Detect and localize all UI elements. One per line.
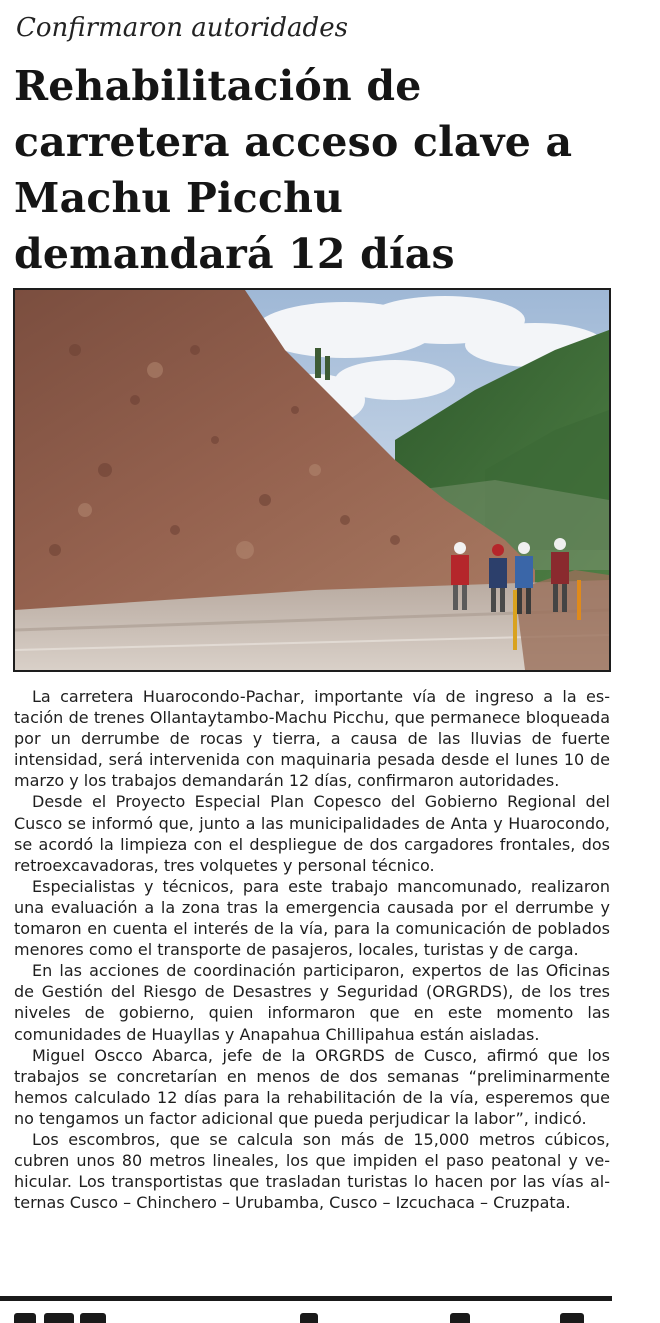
article-body xyxy=(14,686,610,1213)
article-paragraph: Los escombros, que se calcula son más de 15,000 metros cúbicos, cubren unos 80 metros lineales, los que impiden el paso peatonal y vehicular. Los transportistas que trasladan turistas lo hacen por las vías alternas Cusco – Chinchero – Urubamba, Cusco – Izcuchaca – Cruzpata. xyxy=(14,1129,610,1213)
headline-line: Machu Picchu xyxy=(14,174,344,222)
article-paragraph: Miguel Oscco Abarca, jefe de la ORGRDS de Cusco, afirmó que los trabajos se concretarían en menos de dos semanas “preliminarmente hemos calculado 12 días para la rehabilitación de la vía, esperemos que no tengamos un factor adicional que pueda perjudicar la labor”, indicó. xyxy=(14,1045,610,1128)
article-kicker: Confirmaron autoridades xyxy=(16,13,348,43)
article-paragraph: En las acciones de coordinación participaron, expertos de las Oficinas de Gestión del Riesgo de Desastres y Seguridad (ORGRDS), de los tres niveles de gobierno, quien informaron que en este momento las comunidades de Huayllas y Anapahua Chillipahua están aisladas. xyxy=(14,961,610,1044)
photo-illustration xyxy=(15,290,609,670)
headline-line: carretera acceso clave a xyxy=(14,118,573,166)
article-paragraph: Desde el Proyecto Especial Plan Copesco del Gobierno Regional del Cusco se informó que, junto a las municipalidades de Anta y Huarocondo, se acordó la limpieza con el despliegue de dos cargadores frontales, dos retroexcavadoras, tres volquetes y personal técnico. xyxy=(14,792,610,875)
headline-line: demandará 12 días xyxy=(14,230,455,278)
article-headline xyxy=(14,58,644,282)
next-headline-fragment xyxy=(0,1307,612,1323)
section-divider xyxy=(0,1296,612,1301)
article-paragraph: Especialistas y técnicos, para este trabajo mancomunado, realizaron una evaluación a la zona tras la emergencia causada por el derrumbe y tomaron en cuenta el interés de la vía, para la comunicación de poblados menores como el transporte de pasajeros, locales, turistas y de carga. xyxy=(14,876,610,960)
headline-line: Rehabilitación de xyxy=(14,62,422,110)
landslide-road-photo xyxy=(13,288,611,672)
article-paragraph: La carretera Huarocondo-Pachar, importante vía de ingreso a la estación de trenes Ollantaytambo-Machu Picchu, que permanece bloqueada por un derrumbe de rocas y tierra, a causa de las lluvias de fuerte intensidad, será intervenida con maquinaria pesada desde el lunes 10 de marzo y los trabajos demandarán 12 días, confirmaron autoridades. xyxy=(14,687,610,791)
